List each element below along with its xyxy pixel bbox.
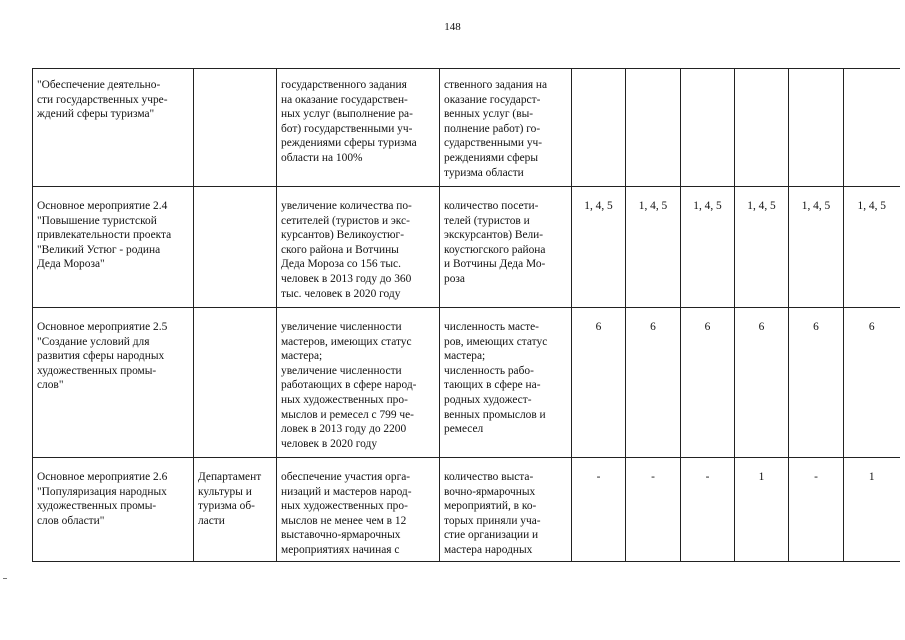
year-cell: - <box>572 458 626 562</box>
year-cell: 6 <box>626 308 681 458</box>
executor-cell: Департамент культуры и туризма об- ласти <box>194 458 277 562</box>
table-row <box>33 458 900 562</box>
year-cell <box>626 69 681 187</box>
program-measures-table <box>32 68 900 562</box>
year-cell: 1 <box>735 458 789 562</box>
year-cell: 1, 4, 5 <box>681 187 735 308</box>
indicator-cell: количество выста- вочно-ярмарочных мероприятий, в ко- торых приняли уча- стие организации и мастера народных <box>440 458 572 562</box>
result-cell: государственного задания на оказание государствен- ных услуг (выполнение ра- бот) государственными уч- реждениями сферы туризма области на 100% <box>277 69 440 187</box>
year-cell: 1, 4, 5 <box>735 187 789 308</box>
indicator-cell: ственного задания на оказание государст- венных услуг (вы- полнение работ) го- сударственными уч- реждениями сферы туризма области <box>440 69 572 187</box>
result-cell: увеличение количества по- сетителей (туристов и экс- курсантов) Великоустюг- ского района и Вотчины Деда Мороза со 156 тыс. человек в 2013 году до 360 тыс. человек в 2020 году <box>277 187 440 308</box>
year-cell: 1, 4, 5 <box>572 187 626 308</box>
measure-cell: Основное мероприятие 2.5 "Создание условий для развития сферы народных художественных промы- слов" <box>33 308 194 458</box>
result-cell: обеспечение участия орга- низаций и мастеров народ- ных художественных про- мыслов не менее чем в 12 выставочно-ярмарочных мероприятиях начиная с <box>277 458 440 562</box>
table-row <box>33 308 900 458</box>
year-cell <box>735 69 789 187</box>
table-row <box>33 69 900 187</box>
year-cell: 6 <box>572 308 626 458</box>
year-cell: - <box>681 458 735 562</box>
year-cell <box>681 69 735 187</box>
measure-cell: "Обеспечение деятельно- сти государственных учре- ждений сферы туризма" <box>33 69 194 187</box>
scan-artifact <box>3 578 7 579</box>
executor-cell <box>194 69 277 187</box>
page-number: 148 <box>444 21 461 33</box>
result-cell: увеличение численности мастеров, имеющих статус мастера; увеличение численности работающих в сфере народ- ных художественных про- мыслов и ремесел с 799 че- ловек в 2013 году до 2200 человек в 2020 году <box>277 308 440 458</box>
year-cell: - <box>626 458 681 562</box>
indicator-cell: количество посети- телей (туристов и экскурсантов) Вели- коустюгского района и Вотчины Деда Мо- роза <box>440 187 572 308</box>
year-cell: 6 <box>789 308 844 458</box>
year-cell: 6 <box>844 308 900 458</box>
year-cell <box>844 69 900 187</box>
year-cell: 6 <box>681 308 735 458</box>
year-cell: 1, 4, 5 <box>626 187 681 308</box>
year-cell <box>789 69 844 187</box>
year-cell: 1, 4, 5 <box>844 187 900 308</box>
measure-cell: Основное мероприятие 2.4 "Повышение туристской привлекательности проекта "Великий Устюг - родина Деда Мороза" <box>33 187 194 308</box>
year-cell: 6 <box>735 308 789 458</box>
year-cell: 1 <box>844 458 900 562</box>
year-cell: 1, 4, 5 <box>789 187 844 308</box>
year-cell <box>572 69 626 187</box>
year-cell: - <box>789 458 844 562</box>
measure-cell: Основное мероприятие 2.6 "Популяризация народных художественных промы- слов области" <box>33 458 194 562</box>
table-row <box>33 187 900 308</box>
executor-cell <box>194 308 277 458</box>
indicator-cell: численность масте- ров, имеющих статус мастера; численность рабо- тающих в сфере на- родных художест- венных промыслов и ремесел <box>440 308 572 458</box>
executor-cell <box>194 187 277 308</box>
